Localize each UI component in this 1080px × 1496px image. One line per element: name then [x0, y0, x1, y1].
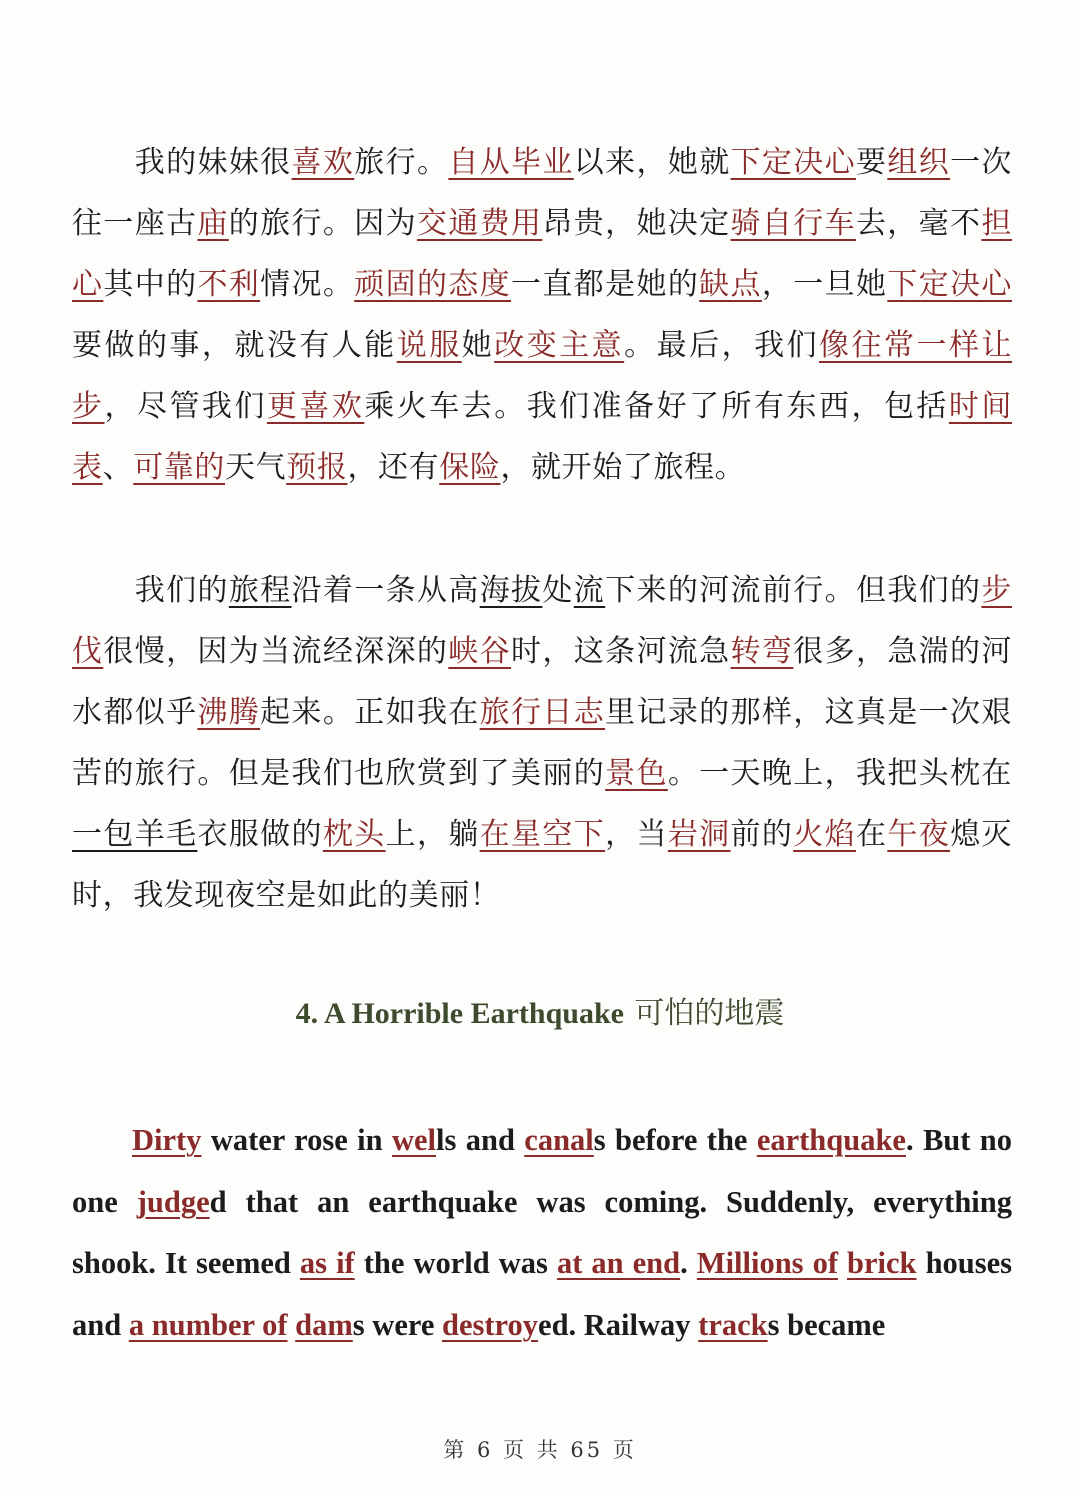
- highlighted-term: 缺点: [699, 267, 762, 302]
- highlighted-term: earthquake: [756, 1123, 906, 1157]
- text-run: 一直都是她的: [511, 267, 700, 302]
- text-run: ，当: [605, 817, 668, 852]
- text-run: ，尽管我们: [104, 389, 267, 424]
- highlighted-term: 骑自行车: [730, 206, 856, 241]
- highlighted-term: 旅程: [228, 573, 292, 608]
- text-run: 上，躺: [385, 817, 480, 852]
- highlighted-term: canal: [524, 1123, 594, 1157]
- text-run: the world was: [354, 1246, 557, 1280]
- text-run: 她: [461, 328, 495, 363]
- highlighted-term: 在星空下: [479, 817, 606, 852]
- text-run: 要做的事，就没有人能: [72, 328, 397, 363]
- highlighted-term: 下定决心: [887, 267, 1012, 302]
- text-run: s were: [352, 1307, 443, 1342]
- paragraph-trip-plan: [72, 132, 1012, 498]
- highlighted-term: Dirty: [132, 1123, 202, 1157]
- text-run: 一次往一座古: [72, 145, 1013, 241]
- highlighted-term: 一包羊毛: [72, 817, 198, 852]
- highlighted-term: dam: [295, 1307, 353, 1342]
- text-run: . But no one: [72, 1123, 1012, 1219]
- highlighted-term: destroy: [442, 1307, 539, 1342]
- text-run: 我们的: [134, 573, 229, 608]
- text-run: 去，毫不: [855, 206, 982, 241]
- highlighted-term: brick: [847, 1246, 917, 1280]
- highlighted-term: 下定决心: [730, 145, 856, 180]
- highlighted-term: 流: [573, 573, 606, 608]
- highlighted-term: 改变主意: [494, 328, 625, 363]
- highlighted-term: at an end: [556, 1246, 681, 1280]
- text-run: .: [680, 1246, 697, 1280]
- text-run: s before the: [593, 1123, 757, 1157]
- highlighted-term: 旅行日志: [479, 695, 606, 730]
- text-run: 沿着一条从高: [291, 573, 480, 608]
- text-run: 其中的: [103, 267, 198, 302]
- text-run: 很慢，因为当流经深深的: [103, 634, 449, 669]
- text-run: 情况。: [260, 267, 355, 302]
- text-run: 时，这条河流急: [511, 634, 731, 669]
- highlighted-term: 更喜欢: [266, 389, 365, 424]
- text-run: 起来。正如我在: [260, 695, 480, 730]
- highlighted-term: 组织: [887, 145, 951, 180]
- text-run: 前的: [730, 817, 794, 852]
- highlighted-term: a number of: [128, 1307, 288, 1342]
- highlighted-term: 自从毕业: [448, 145, 574, 180]
- highlighted-term: 喜欢: [291, 145, 355, 180]
- highlighted-term: as if: [299, 1246, 355, 1280]
- highlighted-term: 转弯: [730, 634, 794, 669]
- text-run: 。一天晚上，我把头枕在: [667, 756, 1012, 791]
- highlighted-term: 时间表: [72, 389, 1012, 485]
- highlighted-term: 步伐: [72, 573, 1012, 669]
- heading-chinese: 可怕的地震: [634, 996, 785, 1031]
- highlighted-term: track: [698, 1307, 768, 1342]
- text-run: 的旅行。因为: [228, 206, 417, 241]
- highlighted-term: 午夜: [887, 817, 951, 852]
- highlighted-term: 交通费用: [416, 206, 543, 241]
- text-run: 我的妹妹很: [134, 145, 292, 180]
- highlighted-term: 沸腾: [197, 695, 261, 730]
- section-heading: [0, 992, 1080, 1036]
- text-run: [838, 1246, 847, 1280]
- text-run: 旅行。: [354, 145, 449, 180]
- highlighted-term: Millions of: [696, 1246, 838, 1280]
- paragraph-earthquake: [72, 1110, 1012, 1356]
- text-run: 处: [542, 573, 574, 608]
- text-run: 以来，她就: [573, 145, 731, 180]
- text-run: 。最后，我们: [624, 328, 820, 363]
- highlighted-term: 火焰: [793, 817, 856, 852]
- text-run: ，还有: [347, 450, 440, 485]
- highlighted-term: 峡谷: [448, 634, 512, 669]
- highlighted-term: 担心: [72, 206, 1012, 302]
- paragraph-journey: [72, 560, 1012, 926]
- text-run: houses and: [72, 1246, 1013, 1342]
- highlighted-term: 海拔: [479, 573, 543, 608]
- text-run: 、: [102, 450, 134, 485]
- text-run: ，一旦她: [761, 267, 888, 302]
- text-run: s became: [767, 1307, 886, 1342]
- text-run: 在: [855, 817, 888, 852]
- highlighted-term: 庙: [197, 206, 229, 241]
- highlighted-term: 枕头: [322, 817, 386, 852]
- highlighted-term: 不利: [197, 267, 261, 302]
- highlighted-term: judge: [136, 1184, 210, 1219]
- highlighted-term: 保险: [439, 450, 501, 485]
- text-run: 里记录的那样，这真是一次艰苦的旅行。但是我们也欣赏到了美丽的: [72, 695, 1012, 791]
- text-run: d that an earthquake was coming. Suddenly, everything shook. It seemed: [72, 1184, 1012, 1280]
- text-run: ed. Railway: [538, 1307, 699, 1342]
- text-run: ，就开始了旅程。: [500, 450, 746, 485]
- highlighted-term: 景色: [605, 756, 668, 791]
- highlighted-term: 像往常一样让步: [72, 328, 1013, 424]
- highlighted-term: 说服: [396, 328, 462, 363]
- text-run: 衣服做的: [197, 817, 323, 852]
- highlighted-term: 顽固的态度: [354, 267, 512, 302]
- text-run: 昂贵，她决定: [542, 206, 731, 241]
- text-run: water rose in: [201, 1123, 392, 1157]
- text-run: 天气: [225, 450, 287, 485]
- highlighted-term: 预报: [286, 450, 348, 485]
- heading-english: 4. A Horrible Earthquake: [295, 997, 624, 1030]
- text-run: ls and: [436, 1123, 525, 1157]
- text-run: 熄灭时，我发现夜空是如此的美丽！: [72, 817, 1013, 913]
- highlighted-term: 岩洞: [667, 817, 731, 852]
- text-run: 很多，急湍的河水都似乎: [72, 634, 1012, 730]
- highlighted-term: wel: [391, 1123, 437, 1157]
- highlighted-term: 可靠的: [133, 450, 226, 485]
- text-run: 下来的河流前行。但我们的: [605, 573, 982, 608]
- text-run: 要: [856, 145, 888, 180]
- page-number-footer: 第 6 页 共 65 页: [443, 1438, 637, 1462]
- text-run: 乘火车去。我们准备好了所有东西，包括: [364, 389, 949, 424]
